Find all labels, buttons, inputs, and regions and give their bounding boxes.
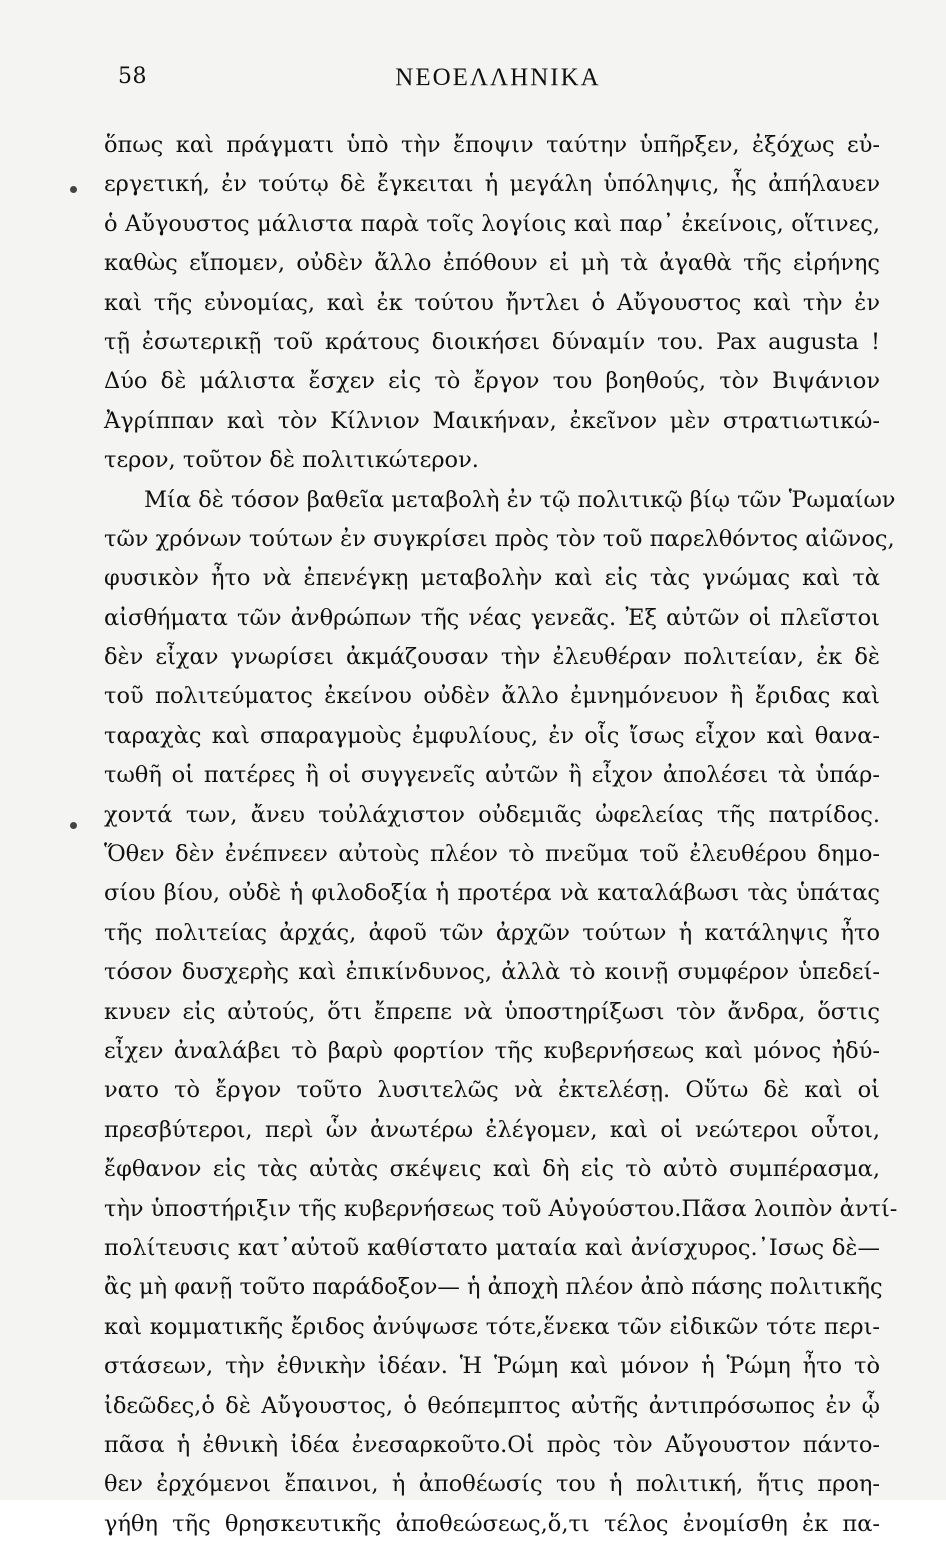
- text-line: εἶχεν ἀναλάβει τὸ βαρὺ φορτίον τῆς κυβερνήσεως καὶ μόνος ἠδύ-: [104, 1037, 880, 1064]
- running-title: ΝΕΟΕΛΛΗΝΙΚΑ: [395, 64, 601, 91]
- page-header: [118, 64, 878, 104]
- text-line: φυσικὸν ἦτο νὰ ἐπενέγκῃ μεταβολὴν καὶ εἰς τὰς γνώμας καὶ τὰ: [104, 565, 880, 592]
- text-line: ἔφθανον εἰς τὰς αὐτὰς σκέψεις καὶ δὴ εἰς τὸ αὐτὸ συμπέρασμα,: [104, 1156, 880, 1183]
- text-line: θεν ἐρχόμενοι ἔπαινοι, ἡ ἀποθέωσίς του ἡ πολιτική, ἥτις προη-: [104, 1471, 880, 1498]
- text-line: νατο τὸ ἔργον τοῦτο λυσιτελῶς νὰ ἐκτελέσῃ. Οὕτω δὲ καὶ οἱ: [104, 1077, 880, 1104]
- text-line: σίου βίου, οὐδὲ ἡ φιλοδοξία ἡ προτέρα νὰ καταλάβωσι τὰς ὑπάτας: [104, 880, 880, 907]
- text-line: ἂς μὴ φανῇ τοῦτο παράδοξον— ἡ ἀποχὴ πλέον ἀπὸ πάσης πολιτικῆς: [104, 1274, 883, 1301]
- text-line: πρεσβύτεροι, περὶ ὧν ἀνωτέρω ἐλέγομεν, καὶ οἱ νεώτεροι οὗτοι,: [104, 1116, 880, 1143]
- text-line: στάσεων, τὴν ἐθνικὴν ἰδέαν. Ἡ Ῥώμη καὶ μόνον ἡ Ῥώμη ἦτο τὸ: [104, 1353, 880, 1380]
- text-line: καὶ κομματικῆς ἔριδος ἀνύψωσε τότε,ἕνεκα τῶν εἰδικῶν τότε περι-: [104, 1313, 880, 1340]
- text-line: καὶ τῆς εὐνομίας, καὶ ἐκ τούτου ἤντλει ὁ Αὔγουστος καὶ τὴν ἐν: [104, 289, 880, 316]
- text-line: Ἀγρίππαν καὶ τὸν Κίλνιον Μαικήναν, ἐκεῖνον μὲν στρατιωτικώ-: [104, 407, 880, 434]
- text-line: τῇ ἐσωτερικῇ τοῦ κράτους διοικήσει δύναμίν του. Pax augusta !: [104, 328, 880, 355]
- text-line: καθὼς εἴπομεν, οὐδὲν ἄλλο ἐπόθουν εἰ μὴ τὰ ἀγαθὰ τῆς εἰρήνης: [104, 250, 880, 277]
- text-line: κνυεν εἰς αὐτούς, ὅτι ἔπρεπε νὰ ὑποστηρίξωσι τὸν ἄνδρα, ὅστις: [104, 998, 880, 1025]
- text-line: ὅπως καὶ πράγματι ὑπὸ τὴν ἔποψιν ταύτην ὑπῆρξεν, ἐξόχως εὐ-: [104, 132, 880, 158]
- text-line: τὴν ὑποστήριξιν τῆς κυβερνήσεως τοῦ Αὐγούστου.Πᾶσα λοιπὸν ἀντί-: [104, 1195, 898, 1222]
- body-text: [104, 126, 898, 1544]
- text-line: τοῦ πολιτεύματος ἐκείνου οὐδὲν ἄλλο ἐμνημόνευον ἢ ἔριδας καὶ: [104, 683, 880, 710]
- text-line: αἰσθήματα τῶν ἀνθρώπων τῆς νέας γενεᾶς. Ἐξ αὐτῶν οἱ πλεῖστοι: [104, 604, 880, 631]
- text-line: Μία δὲ τόσον βαθεῖα μεταβολὴ ἐν τῷ πολιτικῷ βίῳ τῶν Ῥωμαίων: [144, 486, 896, 513]
- text-line: ἰδεῶδες,ὁ δὲ Αὔγουστος, ὁ θεόπεμπτος αὐτῆς ἀντιπρόσωπος ἐν ᾧ: [104, 1392, 880, 1419]
- text-line: ταραχὰς καὶ σπαραγμοὺς ἐμφυλίους, ἐν οἷς ἴσως εἶχον καὶ θανα-: [104, 722, 880, 749]
- text-line: γήθη τῆς θρησκευτικῆς ἀποθεώσεως,ὅ,τι τέλος ἐνομίσθη ἐκ πα-: [104, 1510, 880, 1537]
- text-line: εργετική, ἐν τούτῳ δὲ ἔγκειται ἡ μεγάλη ὑπόληψις, ἧς ἀπήλαυεν: [104, 171, 880, 198]
- text-line: πολίτευσις κατ᾽αὐτοῦ καθίστατο ματαία καὶ ἀνίσχυρος.᾽Ισως δὲ—: [104, 1234, 880, 1261]
- text-line: δὲν εἶχαν γνωρίσει ἀκμάζουσαν τὴν ἐλευθέραν πολιτείαν, ἐκ δὲ: [104, 644, 880, 671]
- text-line: Δύο δὲ μάλιστα ἔσχεν εἰς τὸ ἔργον του βοηθούς, τὸν Βιψάνιον: [104, 368, 880, 395]
- page-number: 58: [118, 64, 147, 89]
- text-line: τωθῆ οἱ πατέρες ἢ οἱ συγγενεῖς αὐτῶν ἢ εἶχον ἀπολέσει τὰ ὑπάρ-: [104, 762, 880, 789]
- text-line: ὁ Αὔγουστος μάλιστα παρὰ τοῖς λογίοις καὶ παρ᾽ ἐκείνοις, οἵτινες,: [104, 210, 880, 237]
- margin-ink-dot: [70, 822, 77, 829]
- text-line: τερον, τοῦτον δὲ πολιτικώτερον.: [104, 447, 479, 474]
- text-line: πᾶσα ἡ ἐθνικὴ ἰδέα ἐνεσαρκοῦτο.Οἱ πρὸς τὸν Αὔγουστον πάντο-: [104, 1431, 880, 1458]
- text-line: Ὅθεν δὲν ἐνέπνεεν αὐτοὺς πλέον τὸ πνεῦμα τοῦ ἐλευθέρου δημο-: [104, 841, 880, 868]
- text-line: τῶν χρόνων τούτων ἐν συγκρίσει πρὸς τὸν τοῦ παρελθόντος αἰῶνος,: [104, 525, 895, 552]
- margin-ink-dot: [70, 186, 77, 193]
- text-line: τόσον δυσχερὴς καὶ ἐπικίνδυνος, ἀλλὰ τὸ κοινῇ συμφέρον ὑπεδεί-: [104, 959, 880, 986]
- text-line: τῆς πολιτείας ἀρχάς, ἀφοῦ τῶν ἀρχῶν τούτων ἡ κατάληψις ἦτο: [104, 919, 880, 946]
- text-line: χοντά των, ἄνευ τοὐλάχιστον οὐδεμιᾶς ὠφελείας τῆς πατρίδος.: [104, 801, 880, 828]
